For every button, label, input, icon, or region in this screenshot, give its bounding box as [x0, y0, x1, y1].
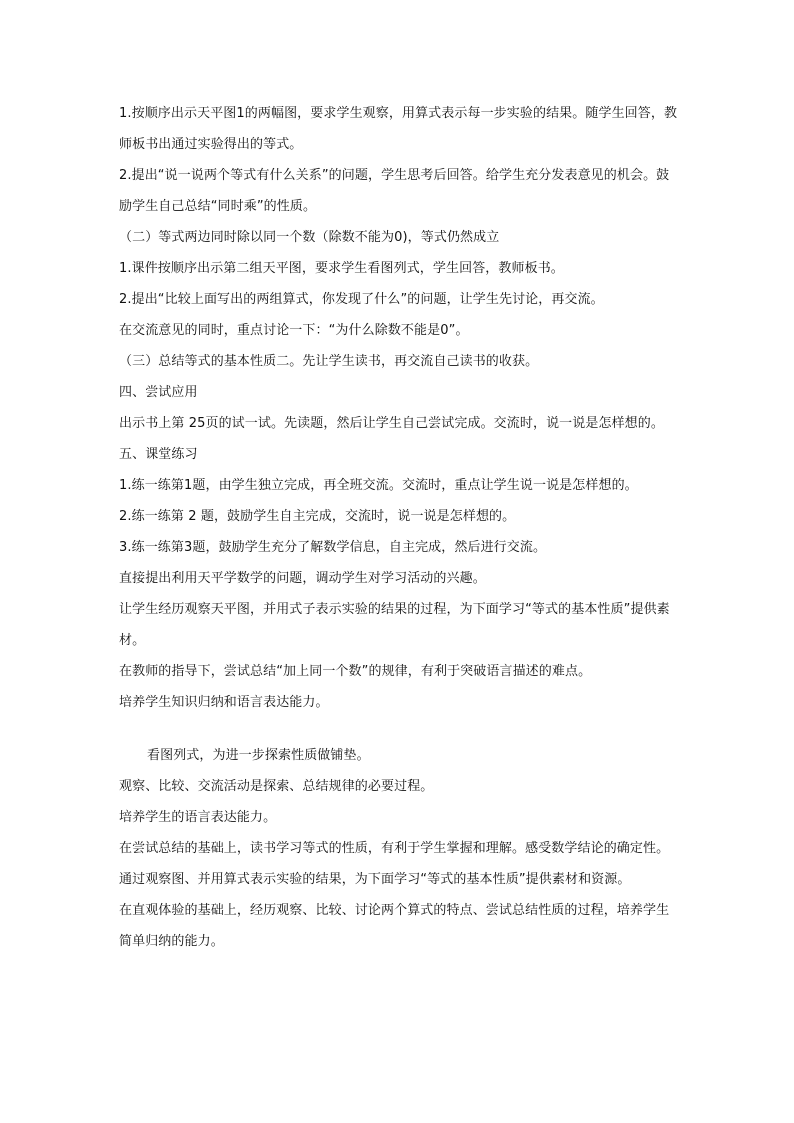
paragraph: 在教师的指导下，尝试总结“加上同一个数”的规律，有利于突破语言描述的难点。 — [119, 664, 592, 679]
section-heading: 五、课堂练习 — [119, 447, 198, 462]
paragraph: 2.提出“说一说两个等式有什么关系”的问题，学生思考后回答。给学生充分发表意见的机会。鼓励学生自己总结“同时乘”的性质。 — [119, 168, 670, 214]
section-heading: 四、尝试应用 — [119, 385, 198, 400]
paragraph: 通过观察图、并用算式表示实验的结果，为下面学习“等式的基本性质”提供素材和资源。 — [119, 872, 631, 887]
paragraph: 1.按顺序出示天平图1的两幅图，要求学生观察，用算式表示每一步实验的结果。随学生回答，教师板书出通过实验得出的等式。 — [119, 106, 678, 152]
paragraph: 在交流意见的同时，重点讨论一下：“为什么除数不能是0”。 — [119, 323, 469, 338]
paragraph: 3.练一练第3题，鼓励学生充分了解数学信息，自主完成，然后进行交流。 — [119, 540, 547, 555]
paragraph: 2.练一练第 2 题，鼓励学生自主完成，交流时，说一说是怎样想的。 — [119, 509, 516, 524]
paragraph: 1.练一练第1题，由学生独立完成，再全班交流。交流时，重点让学生说一说是怎样想的。 — [119, 478, 638, 493]
paragraph: 直接提出利用天平学数学的问题，调动学生对学习活动的兴趣。 — [119, 571, 486, 586]
paragraph: 让学生经历观察天平图，并用式子表示实验的结果的过程，为下面学习“等式的基本性质”提供素材。 — [119, 602, 670, 648]
paragraph: 1.课件按顺序出示第二组天平图，要求学生看图列式，学生回答，教师板书。 — [119, 261, 564, 276]
paragraph: 在直观体验的基础上，经历观察、比较、讨论两个算式的特点、尝试总结性质的过程，培养学生简单归纳的能力。 — [119, 903, 670, 949]
paragraph: 观察、比较、交流活动是探索、总结规律的必要过程。 — [119, 779, 434, 794]
indented-paragraph: 看图列式，为进一步探索性质做铺垫。 — [147, 748, 370, 763]
blank-line — [119, 718, 681, 740]
paragraph: 在尝试总结的基础上，读书学习等式的性质，有利于学生掌握和理解。感受数学结论的确定性。 — [119, 841, 670, 856]
paragraph: 2.提出“比较上面写出的两组算式，你发现了什么”的问题，让学生先讨论，再交流。 — [119, 292, 604, 307]
paragraph: 培养学生的语言表达能力。 — [119, 810, 277, 825]
section-heading: （二）等式两边同时除以同一个数（除数不能为0)，等式仍然成立 — [119, 230, 500, 245]
paragraph: 出示书上第 25页的试一试。先读题，然后让学生自己尝试完成。交流时，说一说是怎样想的。 — [119, 416, 664, 431]
paragraph: 培养学生知识归纳和语言表达能力。 — [119, 695, 329, 710]
section-heading: （三）总结等式的基本性质二。先让学生读书，再交流自己读书的收获。 — [119, 354, 539, 369]
document-body — [119, 98, 681, 957]
